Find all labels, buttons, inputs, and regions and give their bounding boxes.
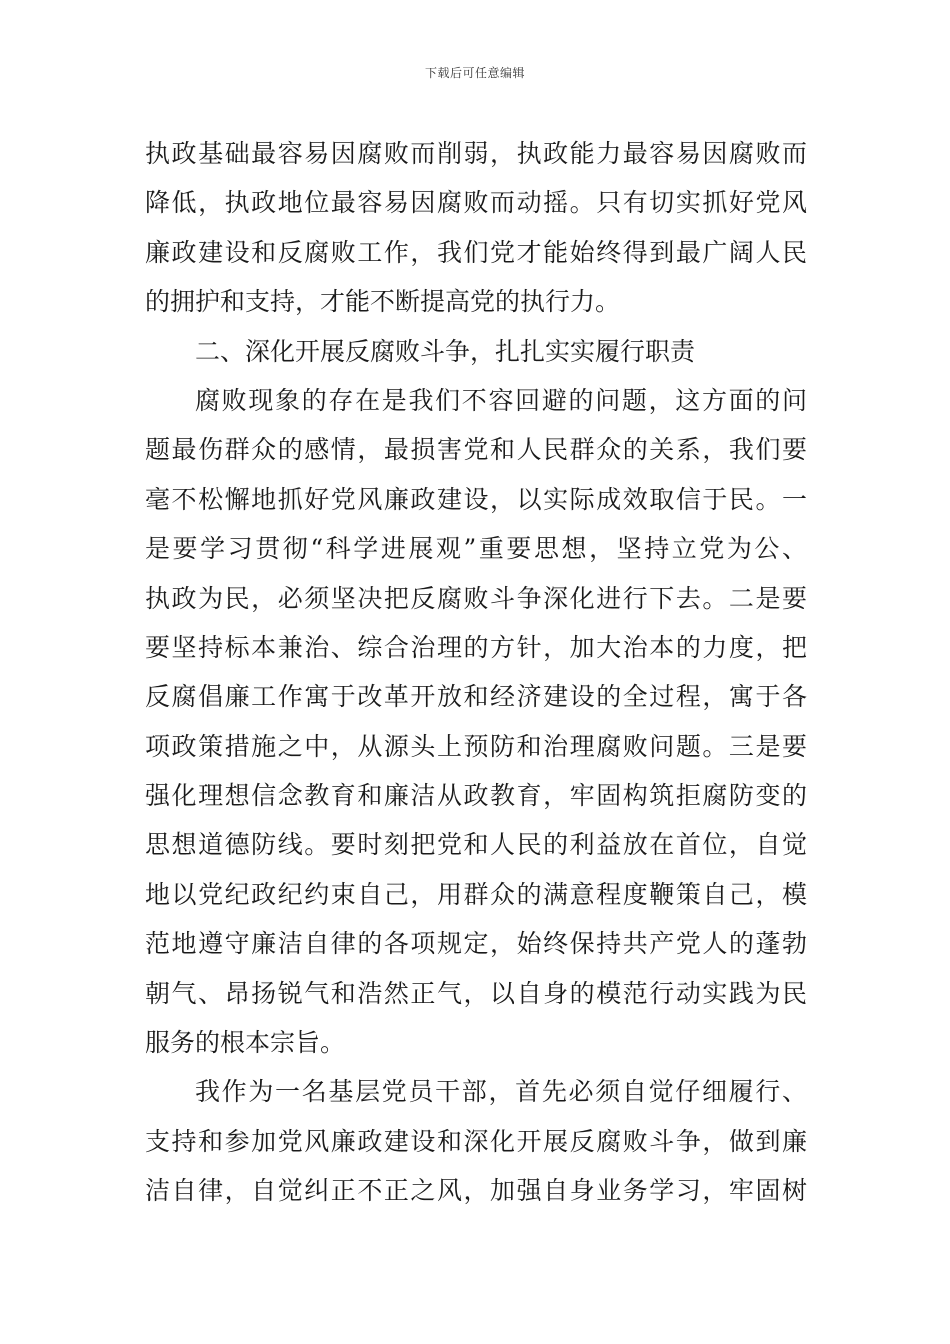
text-line: 朝气、昂扬锐气和浩然正气，以自身的模范行动实践为民 bbox=[145, 978, 807, 1008]
text-line: 我作为一名基层党员干部，首先必须自觉仔细履行、 bbox=[195, 1077, 807, 1107]
text-line: 强化理想信念教育和廉洁从政教育，牢固构筑拒腐防变的 bbox=[145, 781, 807, 811]
text-line: 要坚持标本兼治、综合治理的方针，加大治本的力度，把 bbox=[145, 632, 807, 662]
text-line: 地以党纪政纪约束自己，用群众的满意程度鞭策自己，模 bbox=[145, 879, 807, 909]
text-line: 洁自律，自觉纠正不正之风，加强自身业务学习，牢固树 bbox=[145, 1176, 807, 1206]
text-line: 反腐倡廉工作寓于改革开放和经济建设的全过程，寓于各 bbox=[145, 682, 807, 712]
text-line: 毫不松懈地抓好党风廉政建设，以实际成效取信于民。一 bbox=[145, 484, 807, 514]
text-line: 二、深化开展反腐败斗争，扎扎实实履行职责 bbox=[195, 336, 696, 366]
text-line: 廉政建设和反腐败工作，我们党才能始终得到最广阔人民 bbox=[145, 237, 807, 267]
page-header: 下载后可任意编辑 bbox=[424, 66, 525, 80]
document-body bbox=[145, 129, 807, 1216]
text-line: 项政策措施之中，从源头上预防和治理腐败问题。三是要 bbox=[145, 731, 807, 761]
text-line: 降低，执政地位最容易因腐败而动摇。只有切实抓好党风 bbox=[145, 188, 807, 218]
text-line: 执政为民，必须坚决把反腐败斗争深化进行下去。二是要 bbox=[145, 583, 807, 613]
text-line: 腐败现象的存在是我们不容回避的问题，这方面的问 bbox=[195, 385, 807, 415]
text-line: 思想道德防线。要时刻把党和人民的利益放在首位，自觉 bbox=[145, 830, 807, 860]
text-line: 题最伤群众的感情，最损害党和人民群众的关系，我们要 bbox=[145, 435, 807, 465]
text-line: 是要学习贯彻“科学进展观”重要思想，坚持立党为公、 bbox=[145, 534, 807, 564]
text-line: 执政基础最容易因腐败而削弱，执政能力最容易因腐败而 bbox=[145, 139, 807, 168]
text-line: 范地遵守廉洁自律的各项规定，始终保持共产党人的蓬勃 bbox=[145, 929, 807, 959]
text-line: 的拥护和支持，才能不断提高党的执行力。 bbox=[145, 287, 621, 317]
text-line: 服务的根本宗旨。 bbox=[145, 1028, 346, 1058]
text-line: 支持和参加党风廉政建设和深化开展反腐败斗争，做到廉 bbox=[145, 1126, 807, 1156]
